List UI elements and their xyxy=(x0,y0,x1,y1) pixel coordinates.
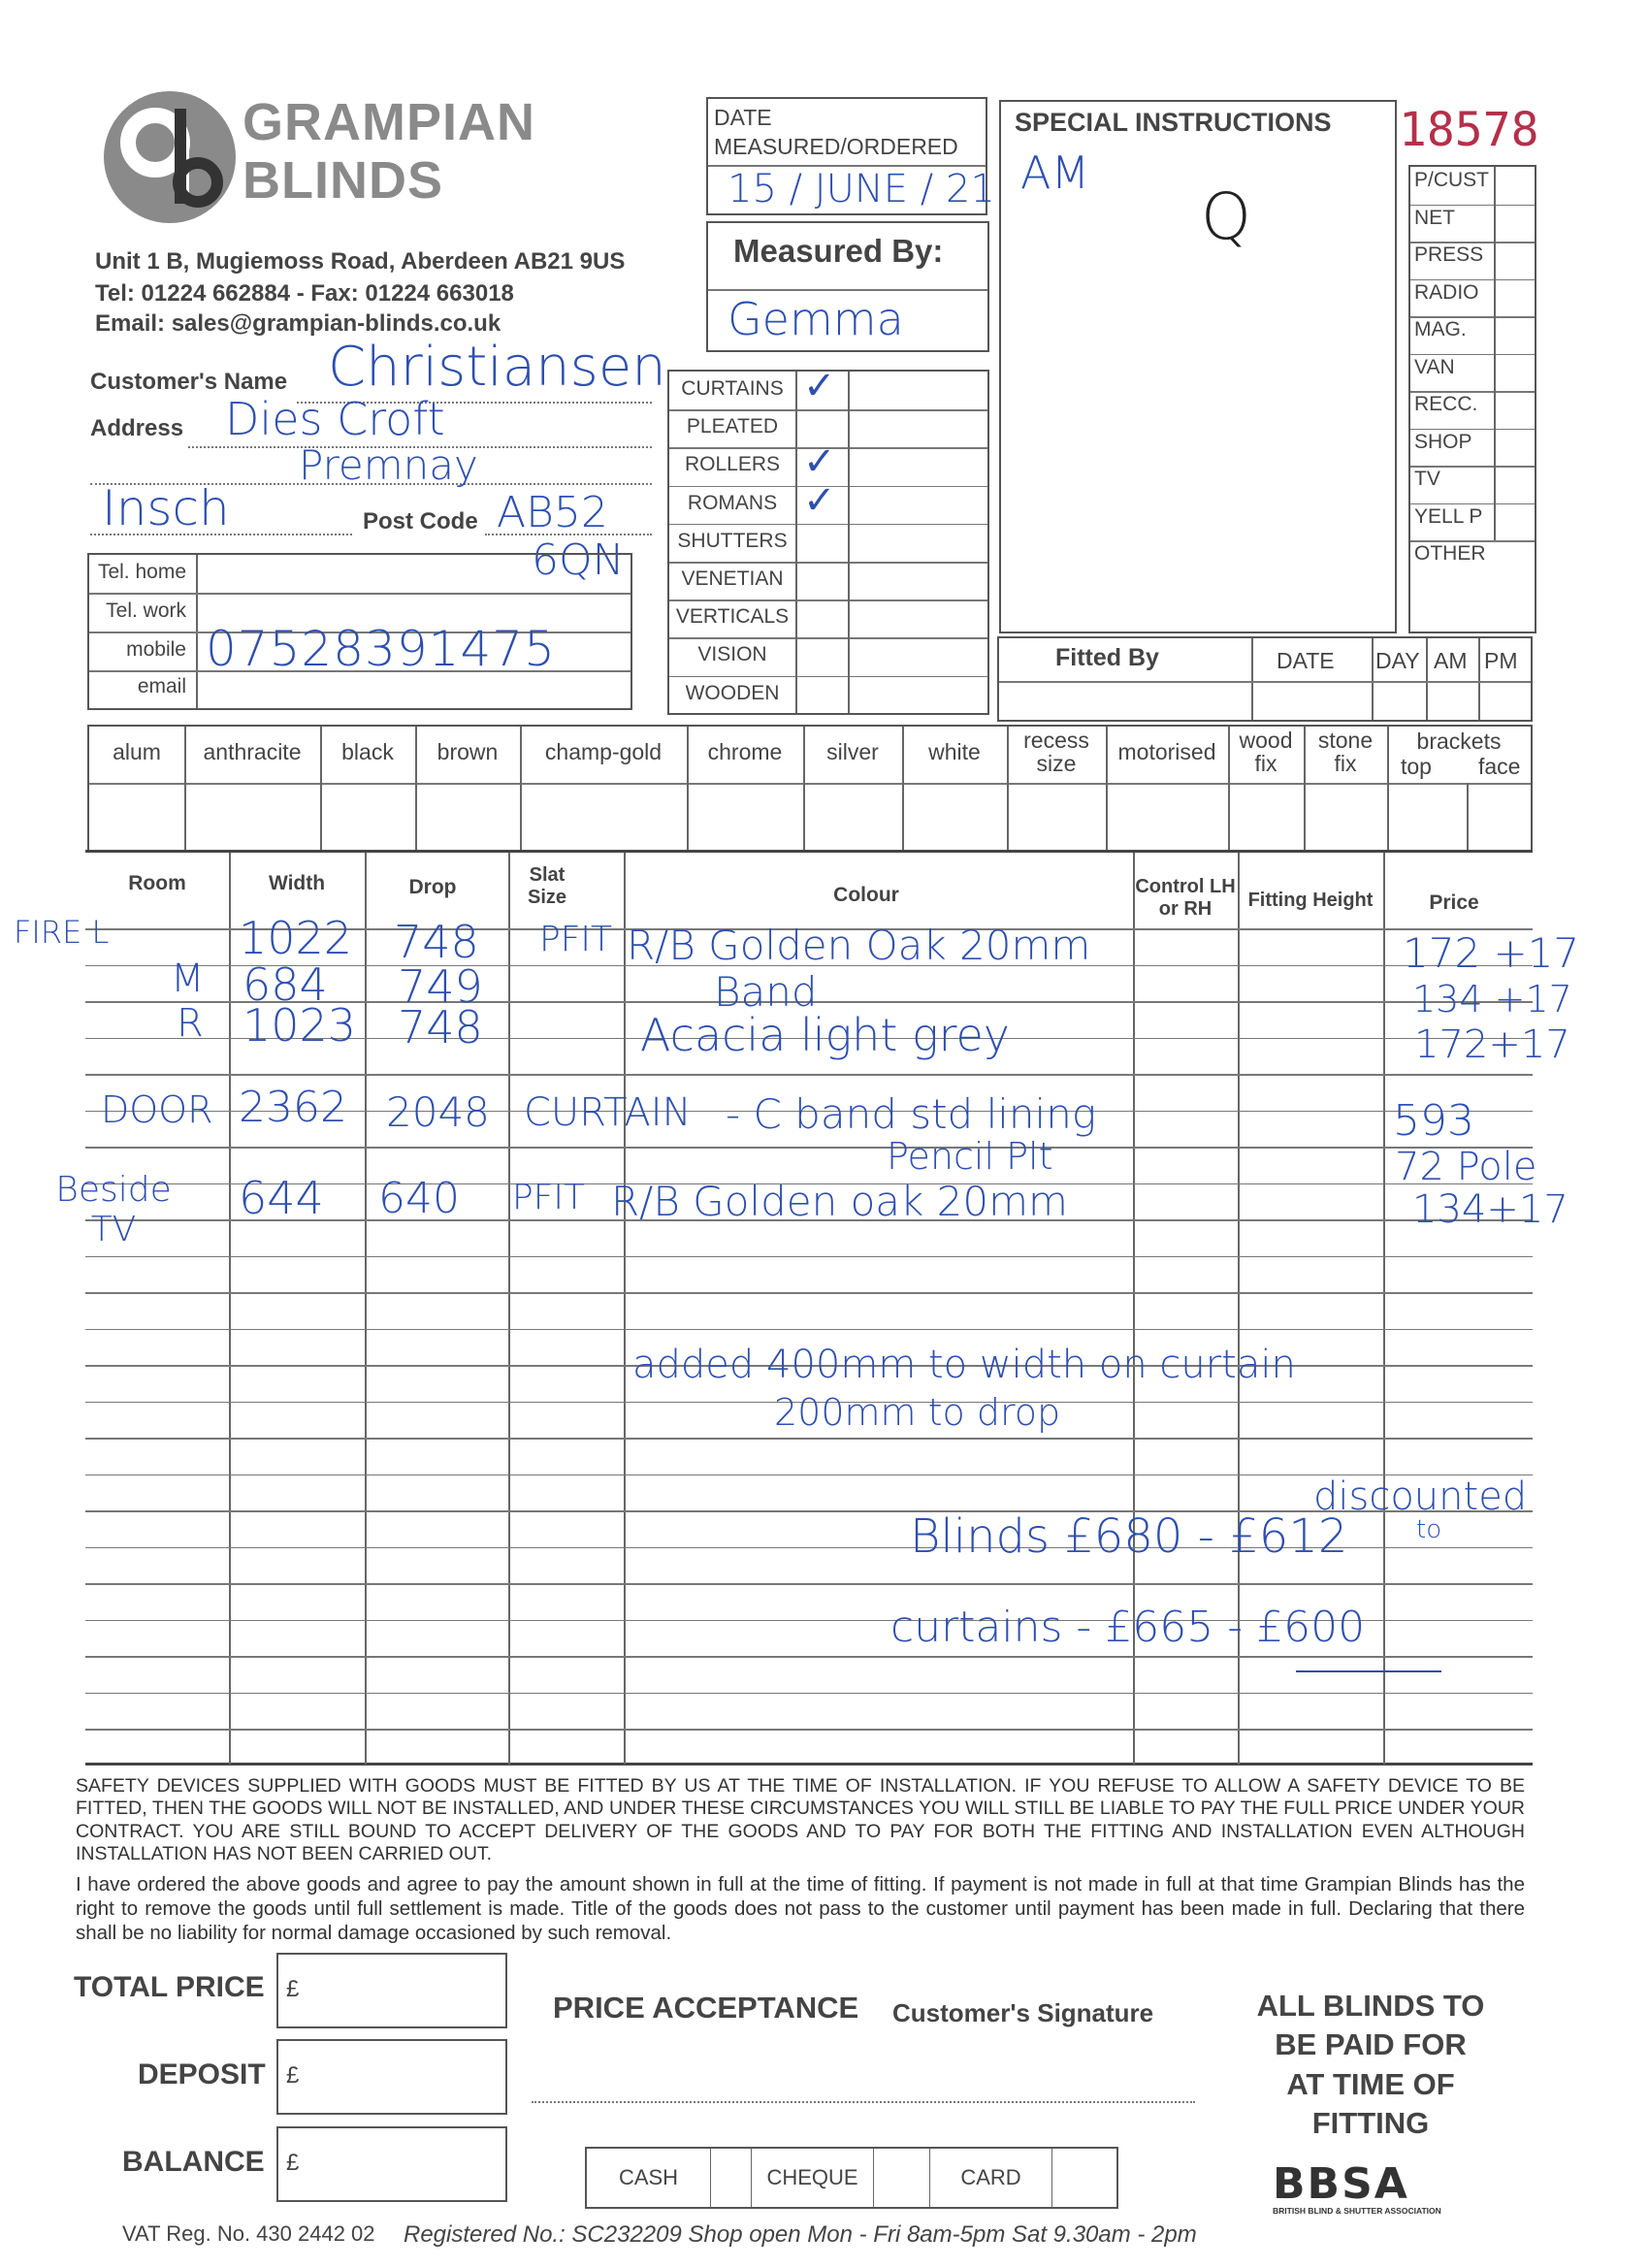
date-label-line2: MEASURED/ORDERED xyxy=(714,134,958,159)
company-email: Email: sales@grampian-blinds.co.uk xyxy=(95,310,501,337)
finish-recess-size: recess size xyxy=(1023,728,1089,777)
entry-price-3[interactable]: 172+17 xyxy=(1414,1022,1570,1067)
date-box xyxy=(706,97,995,215)
company-name-line1: GRAMPIAN xyxy=(242,93,535,151)
note-curtains-total: curtains - £665 - £600 xyxy=(890,1603,1366,1652)
product-type-curtains: CURTAINS xyxy=(681,377,784,400)
header-price: Price xyxy=(1429,891,1479,914)
finish-black: black xyxy=(341,739,394,764)
date-value[interactable]: 15 / JUNE / 21 xyxy=(728,167,995,211)
entry-price-6[interactable]: 134+17 xyxy=(1412,1187,1568,1232)
lead-source-other[interactable]: OTHER xyxy=(1414,542,1486,565)
entry-colour-3[interactable]: Acacia light grey xyxy=(640,1009,1011,1061)
balance-field[interactable]: £ xyxy=(276,2126,507,2202)
registration-and-hours: Registered No.: SC232209 Shop open Mon - Fri 8am-5pm Sat 9.30am - 2pm xyxy=(404,2221,1197,2248)
address-line1[interactable]: Dies Croft xyxy=(225,393,445,445)
entry-colour-2[interactable]: Band xyxy=(714,968,818,1016)
finish-wood-fix: wood fix xyxy=(1239,728,1293,777)
note-line2: 200mm to drop xyxy=(774,1391,1061,1434)
product-type-verticals: VERTICALS xyxy=(675,605,790,629)
header-drop: Drop xyxy=(408,876,457,898)
lead-source-net[interactable]: NET xyxy=(1414,206,1455,229)
entry-price-4[interactable]: 593 xyxy=(1393,1096,1474,1146)
finishes-box xyxy=(87,725,1533,853)
entry-colour-5[interactable]: Pencil Plt xyxy=(887,1135,1053,1178)
measured-by-box xyxy=(706,221,989,352)
measured-by-label: Measured By: xyxy=(733,233,944,269)
special-instructions-mark: Q xyxy=(1201,179,1251,254)
note-line1: added 400mm to width on curtain xyxy=(632,1343,1296,1387)
entry-drop-1[interactable]: 748 xyxy=(394,916,479,968)
entry-width-6[interactable]: 644 xyxy=(239,1172,324,1224)
lead-source-mag[interactable]: MAG. xyxy=(1414,318,1467,340)
postcode-line1[interactable]: AB52 xyxy=(497,488,608,537)
product-type-romans: ROMANS xyxy=(687,491,778,514)
entry-slat-6[interactable]: PFIT xyxy=(512,1178,586,1217)
lead-source-shop[interactable]: SHOP xyxy=(1414,430,1472,453)
postcode-line2[interactable]: 6QN xyxy=(532,535,625,585)
product-type-pleated: PLEATED xyxy=(686,415,779,438)
entry-room-1[interactable]: FIRE L xyxy=(14,914,110,951)
safety-terms: SAFETY DEVICES SUPPLIED WITH GOODS MUST BE FITTED BY US AT THE TIME OF INSTALLATION. IF YOU REFUSE TO ALLOW A SAFETY DEVICE TO BE FITTED, THEN THE GOODS WILL NOT BE INSTALLED, AND UNDER THESE CIRCUMSTANCES YOU WILL STILL BE LIABLE TO PAY THE FULL PRICE UNDER YOUR CONTRACT. YOU ARE STILL BOUND TO ACCEPT DELIVERY OF THE GOODS AND TO PAY FOR BOTH THE FITTING AND INSTALLATION EVEN ALTHOUGH INSTALLATION HAS NOT BEEN CARRIED OUT. xyxy=(76,1775,1525,1865)
finish-motorised: motorised xyxy=(1117,739,1216,764)
header-control: Control LH or RH xyxy=(1135,876,1236,920)
brackets-label: brackets xyxy=(1416,729,1502,754)
fitted-by-box xyxy=(997,636,1533,722)
price-acceptance-label: PRICE ACCEPTANCE xyxy=(553,1991,859,2025)
entry-drop-4[interactable]: 2048 xyxy=(386,1088,490,1136)
product-type-shutters: SHUTTERS xyxy=(677,529,788,552)
fitted-date-label: DATE xyxy=(1277,648,1335,673)
email-label: email xyxy=(137,675,186,697)
product-type-check-rollers[interactable]: ✓ xyxy=(803,439,836,485)
finish-silver: silver xyxy=(826,739,879,764)
lead-source-recc[interactable]: RECC. xyxy=(1414,393,1478,415)
product-type-rollers: ROLLERS xyxy=(684,453,781,476)
total-price-label: TOTAL PRICE xyxy=(74,1971,265,2003)
finish-brown: brown xyxy=(436,739,499,764)
note-discount: discounted xyxy=(1313,1474,1528,1519)
company-logo xyxy=(97,89,242,225)
finish-chrome: chrome xyxy=(707,739,783,764)
entry-room-2[interactable]: M xyxy=(171,956,205,1001)
special-instructions-label: SPECIAL INSTRUCTIONS xyxy=(1015,108,1332,137)
address-line2[interactable]: Premnay xyxy=(299,441,478,489)
deposit-field[interactable]: £ xyxy=(276,2039,507,2115)
special-instructions-box xyxy=(999,100,1397,633)
total-price-field[interactable]: £ xyxy=(276,1953,507,2028)
header-room: Room xyxy=(128,872,186,894)
entry-price-1[interactable]: 172 +17 xyxy=(1403,929,1580,977)
bracket-face: face xyxy=(1478,754,1521,779)
entry-slat-1[interactable]: PFIT xyxy=(539,920,613,959)
entry-drop-2[interactable]: 749 xyxy=(398,960,483,1013)
bbsa-logo: BBSA BRITISH BLIND & SHUTTER ASSOCIATION xyxy=(1273,2159,1441,2216)
entry-drop-6[interactable]: 640 xyxy=(378,1174,460,1223)
payment-cheque-checkbox[interactable] xyxy=(874,2149,930,2207)
entry-width-4[interactable]: 2362 xyxy=(239,1083,347,1132)
balance-label: BALANCE xyxy=(122,2146,265,2178)
finish-anthracite: anthracite xyxy=(203,739,302,764)
fitted-pm-label: PM xyxy=(1484,648,1518,673)
tel-home-label: Tel. home xyxy=(97,561,186,583)
note-discount-to: to xyxy=(1416,1515,1442,1544)
product-type-venetian: VENETIAN xyxy=(681,567,784,590)
lead-source-tv[interactable]: TV xyxy=(1414,468,1440,490)
product-types-box xyxy=(667,364,989,715)
entry-room-6[interactable]: Beside TV xyxy=(55,1170,172,1250)
order-number: 18578 xyxy=(1399,103,1539,157)
header-width: Width xyxy=(268,872,326,894)
payment-notice: ALL BLINDS TO BE PAID FOR AT TIME OF FITTING xyxy=(1256,1989,1485,2140)
fitted-day-label: DAY xyxy=(1375,648,1420,673)
finish-champ-gold: champ-gold xyxy=(544,739,663,764)
mobile-value[interactable]: 07528391475 xyxy=(206,621,556,677)
product-type-check-curtains[interactable]: ✓ xyxy=(803,364,836,408)
entry-width-1[interactable]: 1022 xyxy=(239,912,353,964)
company-address: Unit 1 B, Mugiemoss Road, Aberdeen AB21 9US xyxy=(95,248,626,275)
mobile-label: mobile xyxy=(126,638,186,661)
product-type-vision: VISION xyxy=(697,643,767,666)
bracket-top: top xyxy=(1401,754,1432,779)
lead-source-press[interactable]: PRESS xyxy=(1414,243,1484,266)
finish-white: white xyxy=(928,739,981,764)
lead-source-yellp[interactable]: YELL P xyxy=(1414,504,1483,528)
payment-cheque: CHEQUE xyxy=(752,2149,874,2207)
payment-cash-checkbox[interactable] xyxy=(711,2149,752,2207)
entry-width-3[interactable]: 1023 xyxy=(242,999,357,1052)
product-type-check-romans[interactable]: ✓ xyxy=(803,477,836,523)
entry-width-2[interactable]: 684 xyxy=(242,958,328,1011)
entry-price-5[interactable]: 72 Pole xyxy=(1395,1145,1537,1189)
entry-colour-4[interactable]: - C band std lining xyxy=(726,1090,1097,1138)
signature-line[interactable] xyxy=(532,2101,1195,2103)
product-type-wooden: WOODEN xyxy=(685,681,780,704)
contact-box xyxy=(87,553,632,710)
note-blinds-total: Blinds £680 - £612 xyxy=(910,1509,1348,1564)
postcode-label: Post Code xyxy=(363,508,478,535)
address-label: Address xyxy=(90,415,184,441)
entry-slat-4[interactable]: CURTAIN xyxy=(524,1090,692,1135)
measured-by-value[interactable]: Gemma xyxy=(728,293,904,345)
finish-alum: alum xyxy=(113,739,161,764)
tel-work-label: Tel. work xyxy=(106,599,186,622)
entry-room-4[interactable]: DOOR xyxy=(101,1088,213,1131)
payment-methods xyxy=(585,2147,1118,2209)
lead-sources-box xyxy=(1408,165,1536,633)
lead-source-pcust[interactable]: P/CUST xyxy=(1414,169,1490,191)
header-colour: Colour xyxy=(833,884,899,906)
special-instructions-line1[interactable]: AM xyxy=(1020,146,1090,199)
customer-name-label: Customer's Name xyxy=(90,369,288,395)
entry-price-2[interactable]: 134 +17 xyxy=(1412,978,1572,1021)
address-line3[interactable]: Insch xyxy=(102,480,230,536)
header-fitting: Fitting Height xyxy=(1247,890,1374,911)
header-slat: Slat Size xyxy=(527,864,567,908)
lead-source-radio[interactable]: RADIO xyxy=(1414,280,1479,304)
finish-stone-fix: stone fix xyxy=(1317,728,1374,777)
payment-terms: I have ordered the above goods and agree to pay the amount shown in full at the time of fitting. If payment is not made in full at that time Grampian Blinds has the right to remove the goods until full settlement is made. Title of the goods does not pass to the customer until payment has been made in full. Declaring that there shall be no liability for normal damage occasioned by such removal. xyxy=(76,1873,1525,1944)
note-underline xyxy=(1296,1670,1441,1672)
date-label-line1: DATE xyxy=(714,105,772,130)
fitted-by-label: Fitted By xyxy=(1055,644,1159,671)
customer-name[interactable]: Christiansen xyxy=(328,336,666,399)
payment-card: CARD xyxy=(930,2149,1052,2207)
fitted-am-label: AM xyxy=(1434,648,1468,673)
entry-colour-6[interactable]: R/B Golden oak 20mm xyxy=(611,1178,1068,1225)
lead-source-van[interactable]: VAN xyxy=(1414,355,1455,378)
entry-room-3[interactable]: R xyxy=(177,1001,204,1046)
payment-card-checkbox[interactable] xyxy=(1052,2149,1107,2207)
company-name-line2: BLINDS xyxy=(242,151,443,210)
vat-number: VAT Reg. No. 430 2442 02 xyxy=(122,2221,375,2246)
payment-cash: CASH xyxy=(587,2149,711,2207)
company-phone: Tel: 01224 662884 - Fax: 01224 663018 xyxy=(95,280,514,307)
entry-colour-1[interactable]: R/B Golden Oak 20mm xyxy=(627,922,1091,969)
signature-label: Customer's Signature xyxy=(892,1998,1154,2027)
entry-drop-3[interactable]: 748 xyxy=(398,1001,483,1053)
deposit-label: DEPOSIT xyxy=(138,2058,266,2090)
